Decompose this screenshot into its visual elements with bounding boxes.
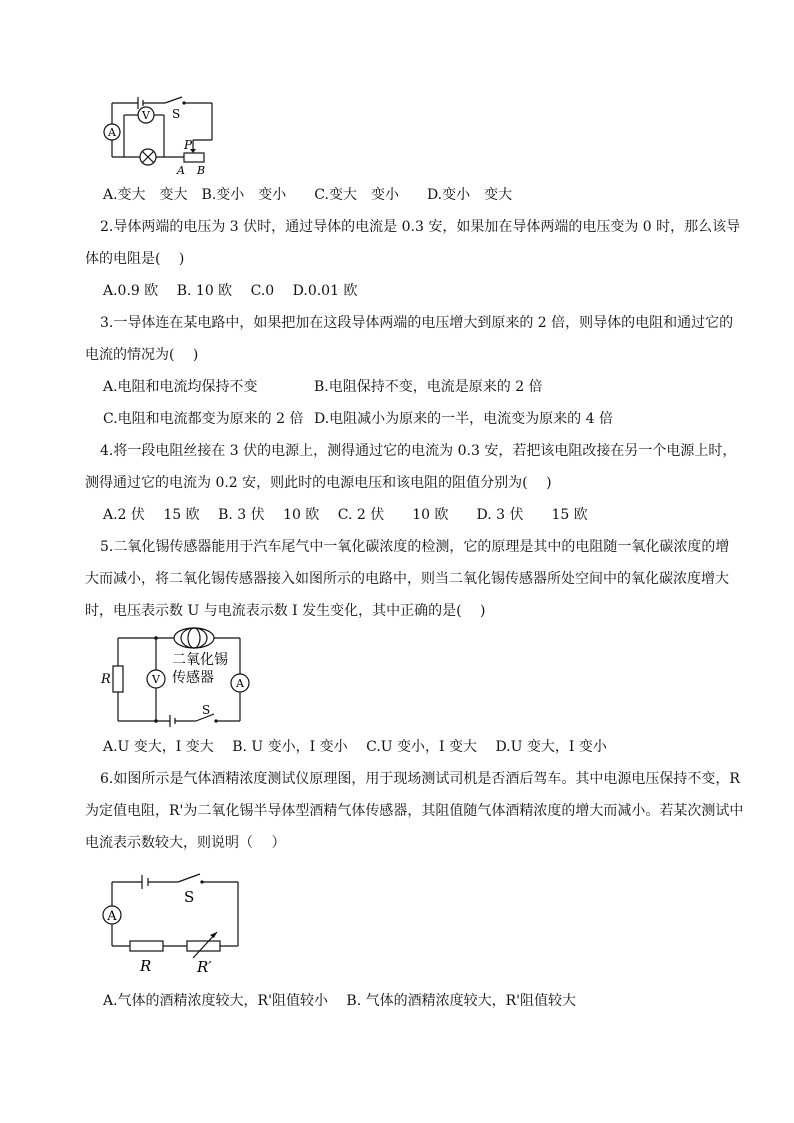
fig3-fixed-resistor-label: R — [140, 957, 152, 975]
fig1-ammeter-label: A — [108, 126, 116, 139]
q5-stem-line3: 时，电压表示数 U 与电流表示数 I 发生变化，其中正确的是( ) — [85, 603, 486, 619]
q6-options: A.气体的酒精浓度较大，R'阻值较小 B. 气体的酒精浓度较大，R'阻值较大 — [103, 993, 576, 1009]
q5-stem-line1: 5.二氧化锡传感器能用于汽车尾气中一氧化碳浓度的检测，它的原理是其中的电阻随一氧化碳浓度的增 — [100, 539, 730, 555]
fig1-slider-label: P — [184, 138, 193, 152]
fig1-end-a: A — [177, 164, 185, 177]
q3-option-d: D.电阻减小为原来的一半，电流变为原来的 4 倍 — [314, 411, 613, 427]
circuit-figure-1 — [100, 95, 220, 177]
q3-option-b: B.电阻保持不变，电流是原来的 2 倍 — [314, 379, 543, 395]
q4-options: A.2 伏 15 欧 B. 3 伏 10 欧 C. 2 伏 10 欧 D. 3 伏 15 欧 — [103, 507, 588, 523]
circuit-figure-3 — [100, 870, 245, 978]
circuit-figure-2 — [98, 624, 258, 728]
q5-options: A.U 变大，I 变大 B. U 变小，I 变小 C.U 变小，I 变大 D.U 变大，I 变小 — [103, 739, 607, 755]
q3-stem-line2: 电流的情况为( ) — [85, 347, 199, 363]
q1-options: A.变大 变大 B.变小 变小 C.变大 变小 D.变小 变大 — [103, 187, 513, 203]
fig3-switch-label: S — [184, 888, 195, 906]
fig2-sensor-line2: 传感器 — [172, 670, 214, 686]
fig2-voltmeter-label: V — [152, 673, 160, 686]
fig3-sensor-resistor-label: R′ — [197, 958, 212, 976]
q2-options: A.0.9 欧 B. 10 欧 C.0 D.0.01 欧 — [103, 283, 358, 299]
fig3-ammeter-label: A — [107, 909, 117, 924]
q6-stem-line1: 6.如图所示是气体酒精浓度测试仪原理图，用于现场测试司机是否酒后驾车。其中电源电压保持不变，R — [100, 771, 740, 787]
fig2-switch-label: S — [202, 703, 211, 717]
q6-stem-line2: 为定值电阻，R'为二氧化锡半导体型酒精气体传感器，其阻值随气体酒精浓度的增大而减小。若某次测试中 — [85, 803, 744, 819]
q5-stem-line2: 大而减小，将二氧化锡传感器接入如图所示的电路中，则当二氧化锡传感器所处空间中的氧化碳浓度增大 — [85, 571, 729, 587]
q3-option-a: A.电阻和电流均保持不变 — [103, 379, 258, 395]
q6-stem-line3: 电流表示数较大，则说明（ ） — [85, 835, 286, 851]
fig1-switch-label: S — [172, 107, 181, 121]
fig1-end-b: B — [197, 164, 206, 177]
fig1-voltmeter-label: V — [142, 109, 150, 122]
q4-stem-line2: 测得通过它的电流为 0.2 安，则此时的电源电压和该电阻的阻值分别为( ) — [85, 475, 552, 491]
q2-stem-line2: 体的电阻是( ) — [85, 251, 185, 267]
q3-stem-line1: 3.一导体连在某电路中，如果把加在这段导体两端的电压增大到原来的 2 倍，则导体的电阻和通过它的 — [100, 315, 734, 331]
q4-stem-line1: 4.将一段电阻丝接在 3 伏的电源上，测得通过它的电流为 0.3 安，若把该电阻改接在另一个电源上时， — [100, 443, 737, 459]
fig2-resistor-label: R — [101, 672, 111, 687]
q2-stem-line1: 2.导体两端的电压为 3 伏时，通过导体的电流是 0.3 安，如果加在导体两端的电压变为 0 时，那么该导 — [100, 219, 741, 235]
q3-option-c: C.电阻和电流都变为原来的 2 倍 — [103, 411, 304, 427]
fig2-sensor-line1: 二氧化锡 — [172, 652, 228, 668]
fig2-ammeter-label: A — [236, 677, 244, 690]
